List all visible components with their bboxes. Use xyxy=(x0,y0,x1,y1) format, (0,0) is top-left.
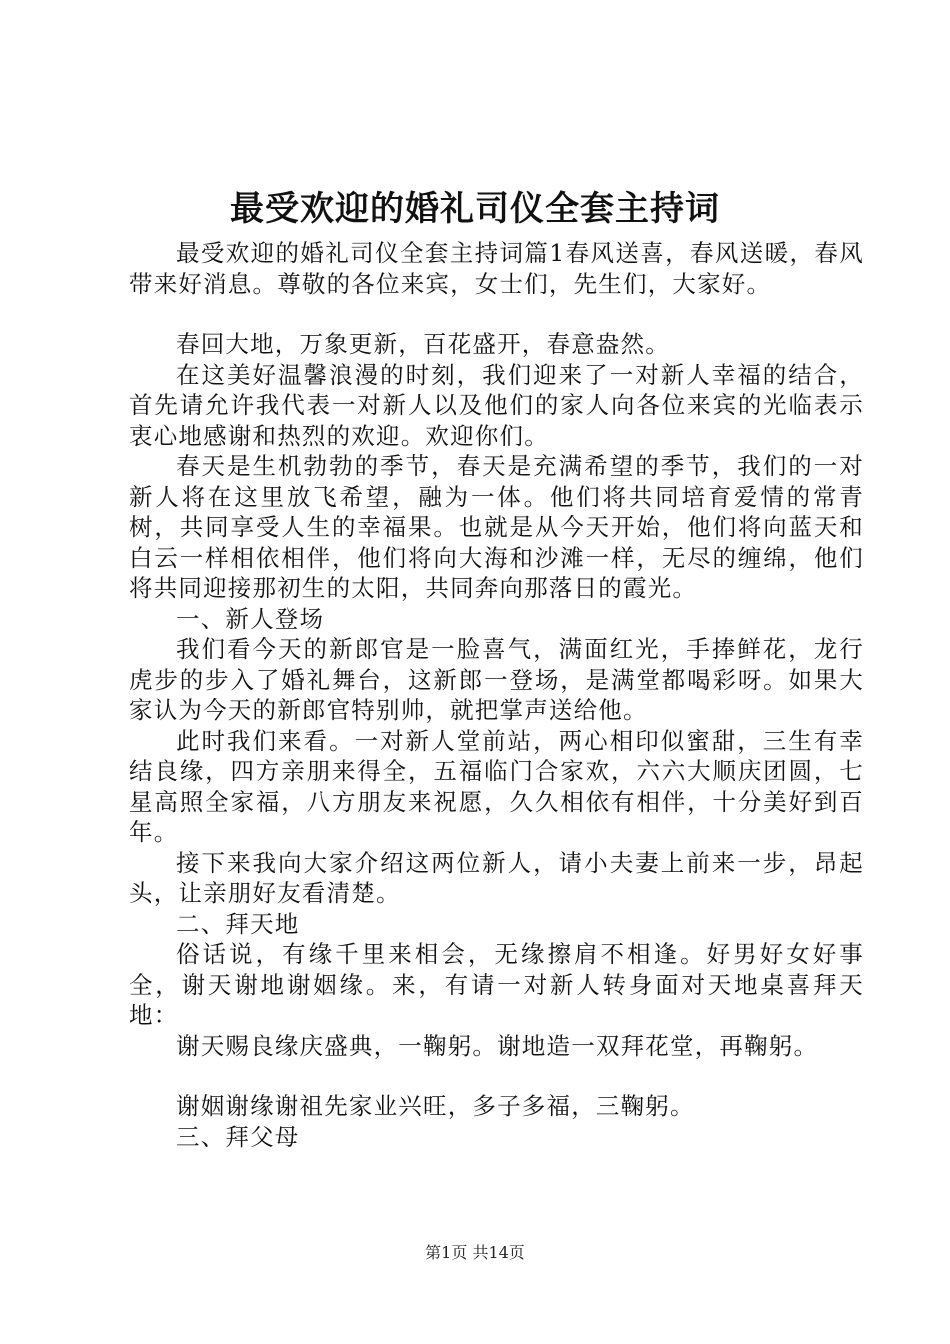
document-title: 最受欢迎的婚礼司仪全套主持词 xyxy=(230,189,720,229)
section-heading-parents: 三、拜父母 xyxy=(176,1122,300,1151)
document-body xyxy=(129,238,864,1152)
paragraph-intro: 最受欢迎的婚礼司仪全套主持词篇1春风送喜，春风送暖，春风带来好消息。尊敬的各位来宾，女士们，先生们，大家好。 xyxy=(129,239,864,298)
page-footer: 第1页 共14页 xyxy=(425,1243,525,1262)
section-heading-entrance: 一、新人登场 xyxy=(176,604,325,633)
paragraph-introduce: 接下来我向大家介绍这两位新人，请小夫妻上前来一步，昂起头，让亲朋好友看清楚。 xyxy=(129,848,864,907)
paragraph-welcome: 在这美好温馨浪漫的时刻，我们迎来了一对新人幸福的结合，首先请允许我代表一对新人以及他们的家人向各位来宾的光临表示衷心地感谢和热烈的欢迎。欢迎你们。 xyxy=(129,360,864,450)
paragraph-bow: 谢天赐良缘庆盛典，一鞠躬。谢地造一双拜花堂，再鞠躬。 xyxy=(176,1031,819,1060)
paragraph-blessings: 此时我们来看。一对新人堂前站，两心相印似蜜甜，三生有幸结良缘，四方亲朋来得全，五福临门合家欢，六六大顺庆团圆，七星高照全家福，八方朋友来祝愿，久久相依有相伴，十分美好到百年。 xyxy=(129,726,864,846)
section-heading-heaven-earth: 二、拜天地 xyxy=(176,909,300,938)
paragraph-groom: 我们看今天的新郎官是一脸喜气，满面红光，手捧鲜花，龙行虎步的步入了婚礼舞台，这新郎一登场，是满堂都喝彩呀。如果大家认为今天的新郎官特别帅，就把掌声送给他。 xyxy=(129,635,864,724)
paragraph-third-bow: 谢姻谢缘谢祖先家业兴旺，多子多福，三鞠躬。 xyxy=(176,1092,695,1120)
paragraph-saying: 俗话说，有缘千里来相会，无缘擦肩不相逢。好男好女好事全，谢天谢地谢姻缘。来，有请一对新人转身面对天地桌喜拜天地： xyxy=(129,940,864,1029)
paragraph-season: 春天是生机勃勃的季节，春天是充满希望的季节，我们的一对新人将在这里放飞希望，融为一体。他们将共同培育爱情的常青树，共同享受人生的幸福果。也就是从今天开始，他们将向蓝天和白云一样相依相伴，他们将向大海和沙滩一样，无尽的缠绵，他们将共同迎接那初生的太阳，共同奔向那落日的霞光。 xyxy=(129,452,864,602)
paragraph-spring: 春回大地，万象更新，百花盛开，春意盎然。 xyxy=(176,330,670,358)
